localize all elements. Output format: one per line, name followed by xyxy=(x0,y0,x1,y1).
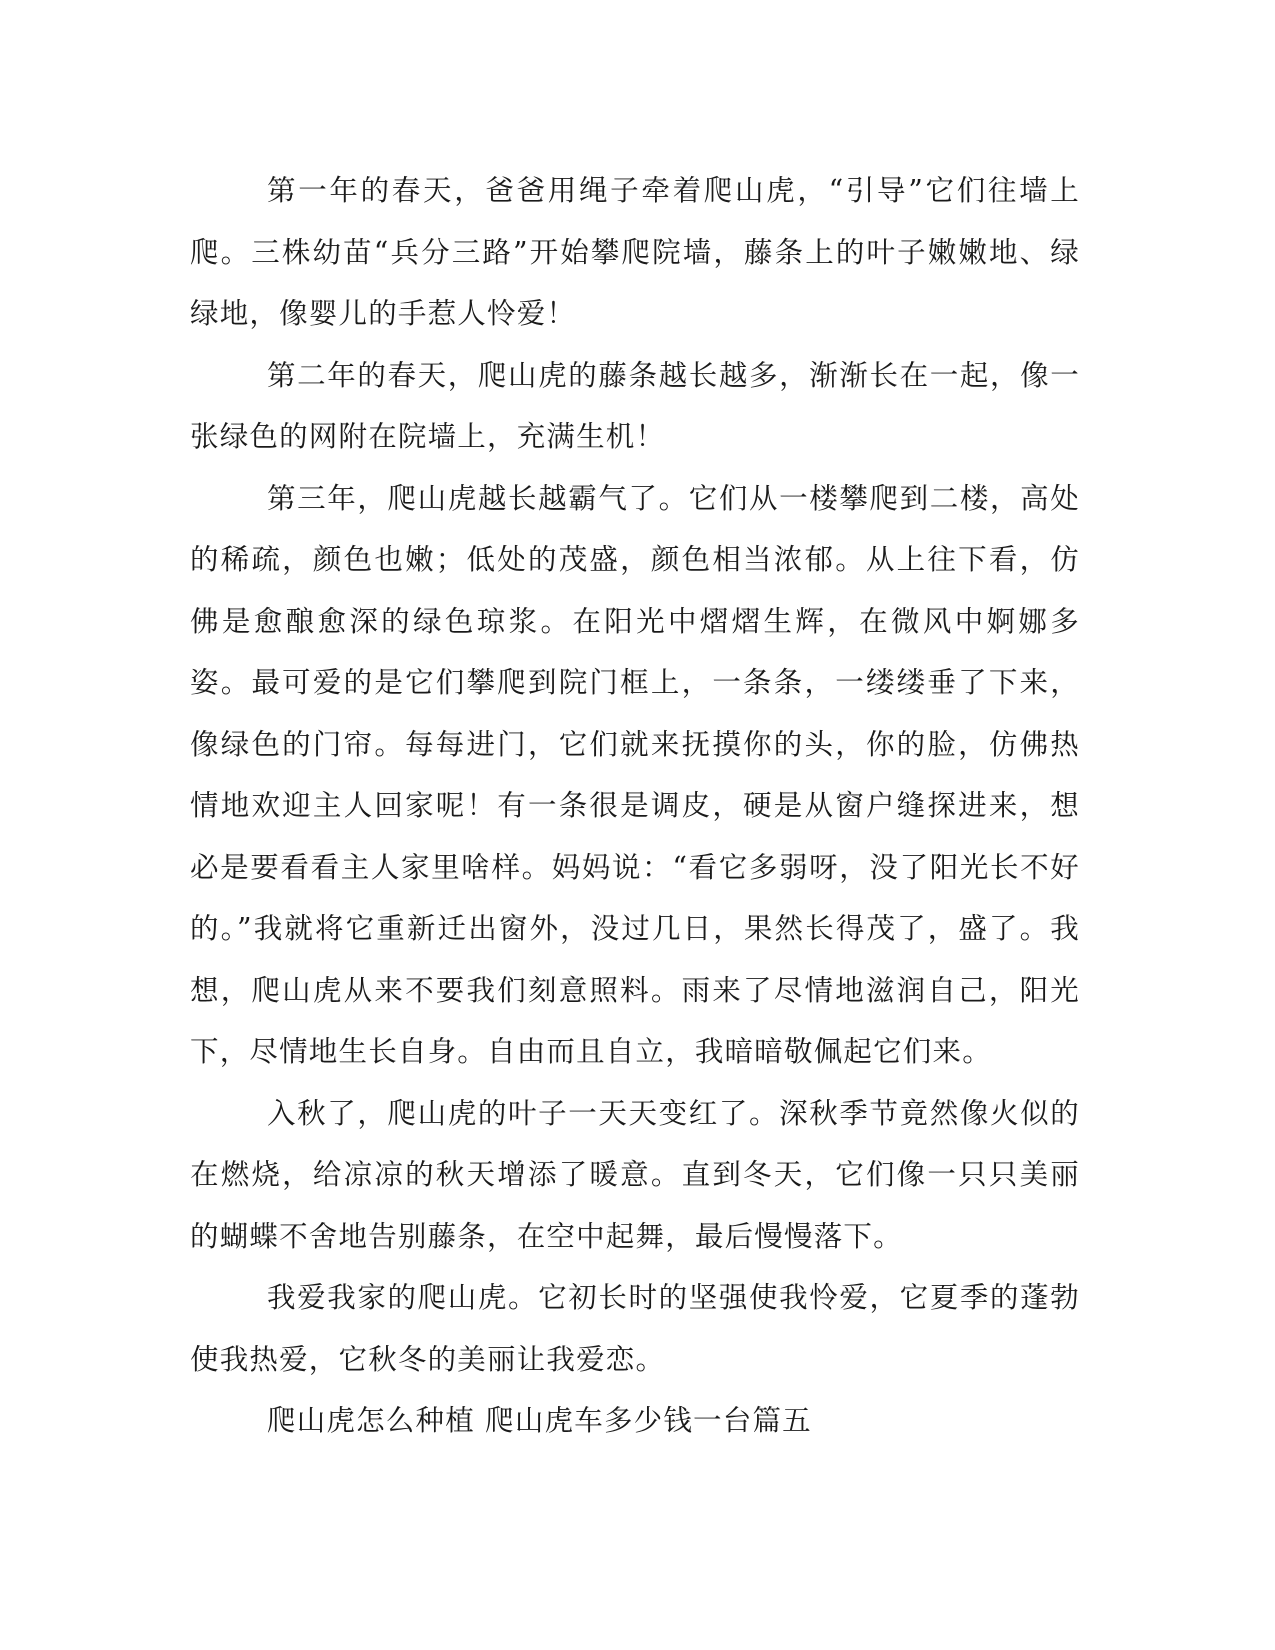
paragraph-third-year: 第三年，爬山虎越长越霸气了。它们从一楼攀爬到二楼，高处的稀疏，颜色也嫩；低处的茂盛，颜色相当浓郁。从上往下看，仿佛是愈酿愈深的绿色琼浆。在阳光中熠熠生辉，在微风中婀娜多姿。最可爱的是它们攀爬到院门框上，一条条，一缕缕垂了下来，像绿色的门帘。每每进门，它们就来抚摸你的头，你的脸，仿佛热情地欢迎主人回家呢！有一条很是调皮，硬是从窗户缝探进来，想必是要看看主人家里啥样。妈妈说：“看它多弱呀，没了阳光长不好的。”我就将它重新迁出窗外，没过几日，果然长得茂了，盛了。我想，爬山虎从来不要我们刻意照料。雨来了尽情地滋润自己，阳光下，尽情地生长自身。自由而且自立，我暗暗敬佩起它们来。 xyxy=(190,481,1080,1068)
paragraph-conclusion: 我爱我家的爬山虎。它初长时的坚强使我怜爱，它夏季的蓬勃使我热爱，它秋冬的美丽让我爱恋。 xyxy=(190,1281,1080,1376)
paragraph-autumn: 入秋了，爬山虎的叶子一天天变红了。深秋季节竟然像火似的在燃烧，给凉凉的秋天增添了暖意。直到冬天，它们像一只只美丽的蝴蝶不舍地告别藤条，在空中起舞，最后慢慢落下。 xyxy=(190,1096,1080,1253)
paragraph-second-spring: 第二年的春天，爬山虎的藤条越长越多，渐渐长在一起，像一张绿色的网附在院墙上，充满生机！ xyxy=(190,358,1080,453)
section-heading: 爬山虎怎么种植 爬山虎车多少钱一台篇五 xyxy=(267,1404,812,1437)
document-body xyxy=(190,160,1080,1452)
paragraph-first-spring: 第一年的春天，爸爸用绳子牵着爬山虎，“引导”它们往墙上爬。三株幼苗“兵分三路”开始攀爬院墙，藤条上的叶子嫩嫩地、绿绿地，像婴儿的手惹人怜爱！ xyxy=(190,174,1080,330)
